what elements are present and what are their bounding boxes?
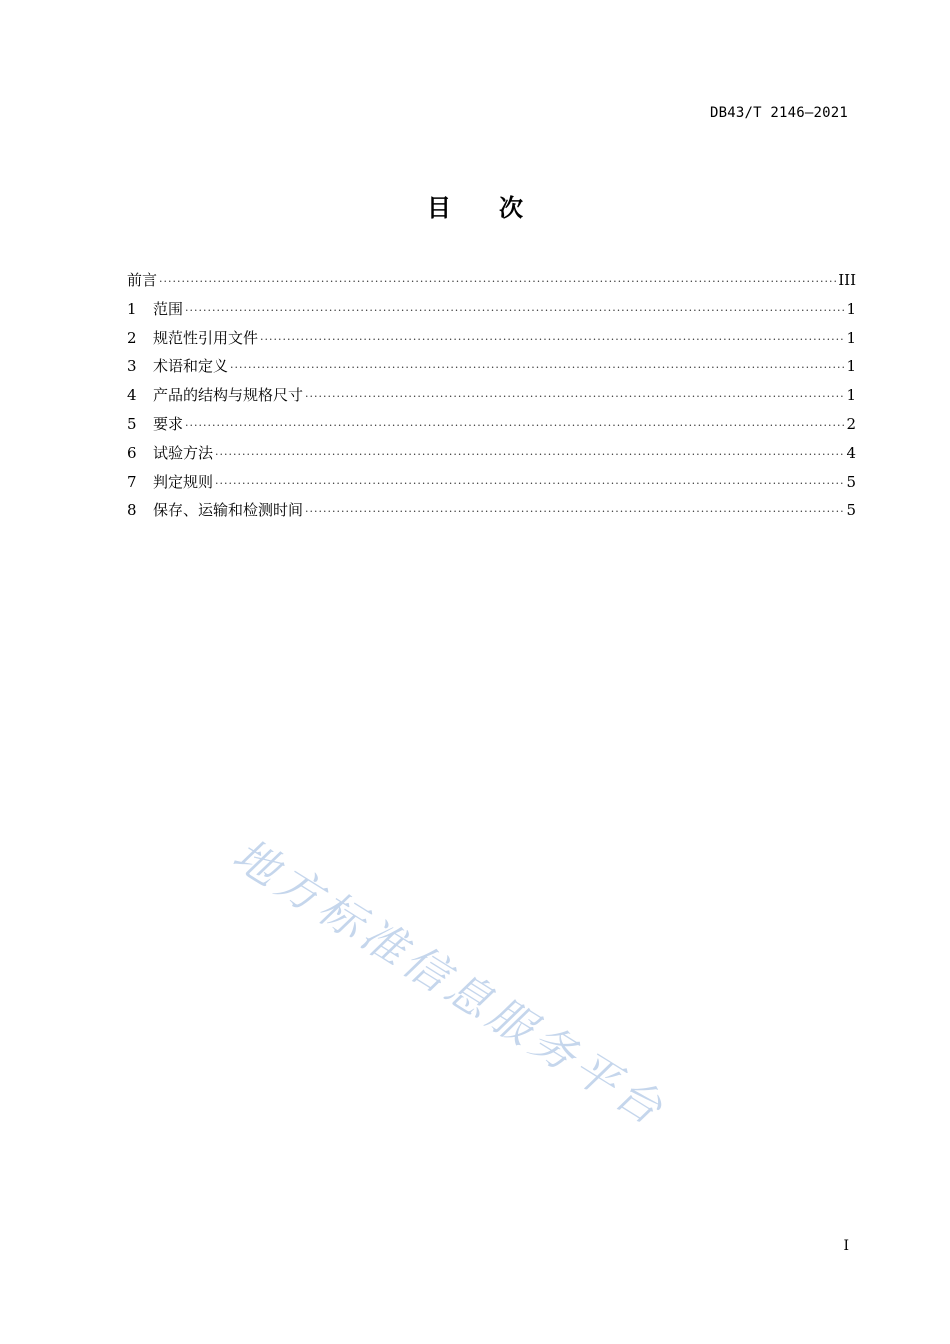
toc-entry-page: 1 [846,357,856,376]
toc-entry-number: 5 [127,414,137,433]
table-of-contents [127,266,856,525]
toc-entry-label: 范围 [153,299,184,318]
toc-title-char-2: 次 [499,194,523,222]
toc-entry-label: 产品的结构与规格尺寸 [153,386,304,405]
toc-entry-page: 5 [846,472,856,491]
toc-entry-4[interactable] [127,381,856,410]
watermark-text: 地方标准信息服务平台 [224,829,676,1138]
toc-entry-page: 5 [846,501,856,520]
toc-entry-page: 4 [846,443,856,462]
toc-title-char-1: 目 [427,194,451,222]
toc-entry-label: 前言 [127,271,158,289]
toc-entry-page: 1 [846,386,856,405]
page-number: I [843,1238,849,1254]
toc-leader-dots [185,412,844,441]
toc-leader-dots [215,470,844,499]
toc-leader-dots [185,297,844,326]
toc-leader-dots [305,498,844,527]
toc-entry-5[interactable] [127,410,856,439]
toc-leader-dots [215,441,844,470]
toc-entry-3[interactable] [127,352,856,381]
toc-entry-number: 6 [127,443,137,462]
toc-entry-number: 2 [127,328,137,347]
toc-entry-page: 1 [846,328,856,347]
toc-entry-number: 4 [127,386,137,405]
toc-entry-7[interactable] [127,468,856,497]
toc-entry-number: 7 [127,472,137,491]
toc-title [0,188,950,223]
toc-entry-page: 1 [846,299,856,318]
toc-entry-8[interactable] [127,496,856,525]
toc-entry-label: 规范性引用文件 [153,328,259,347]
document-code: DB43/T 2146—2021 [709,105,848,121]
toc-leader-dots [159,268,836,297]
toc-leader-dots [260,326,844,355]
toc-leader-dots [305,383,844,412]
toc-entry-foreword[interactable] [127,266,856,295]
toc-entry-number: 8 [127,501,137,520]
toc-entry-number: 1 [127,299,137,318]
toc-entry-page: III [838,271,856,289]
toc-entry-2[interactable] [127,324,856,353]
toc-entry-label: 保存、运输和检测时间 [153,501,304,520]
toc-entry-6[interactable] [127,439,856,468]
toc-entry-label: 试验方法 [153,443,214,462]
toc-entry-label: 判定规则 [153,472,214,491]
toc-entry-number: 3 [127,357,137,376]
toc-entry-1[interactable] [127,295,856,324]
toc-entry-label: 术语和定义 [153,357,229,376]
toc-entry-page: 2 [846,414,856,433]
toc-leader-dots [230,354,844,383]
toc-entry-label: 要求 [153,414,184,433]
